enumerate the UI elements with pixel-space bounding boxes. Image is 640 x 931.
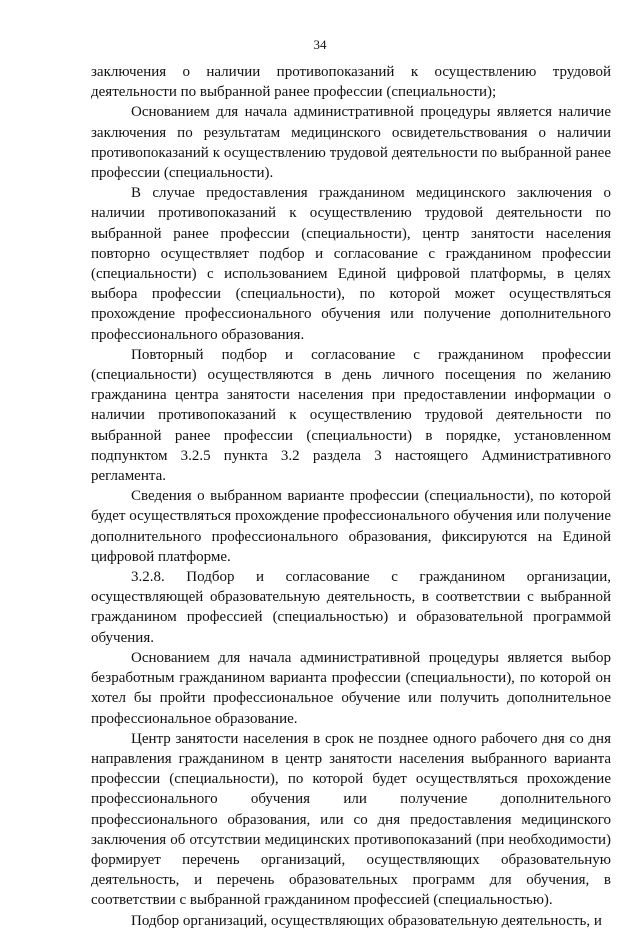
page-number: 34 xyxy=(313,37,327,52)
paragraph: Основанием для начала административной процедуры является выбор безработным гражданином варианта профессии (специальности), по которой он хотел бы пройти профессиональное обучение или получить дополнительное профессиональное образование. xyxy=(91,649,611,727)
paragraph-continued: заключения о наличии противопоказаний к осуществлению трудовой деятельности по выбранной ранее профессии (специальности); xyxy=(91,64,611,101)
paragraph: Повторный подбор и согласование с гражданином профессии (специальности) осуществляются в день личного посещения по желанию гражданина центра занятости населения при предоставлении информации о наличии противопоказаний к осуществлению трудовой деятельности по выбранной ранее профессии (специальности) в порядке, установленном подпунктом 3.2.5 пункта 3.2 раздела 3 настоящего Административного регламента. xyxy=(91,346,611,485)
document-body xyxy=(91,62,611,931)
paragraph-last: Подбор организаций, осуществляющих образовательную деятельность, и xyxy=(131,912,602,929)
paragraph: Центр занятости населения в срок не позднее одного рабочего дня со дня направления гражданином в центр занятости населения выбранного варианта профессии (специальности), по которой будет осуществляться прохождение профессионального обучения или получение дополнительного профессионального образования, или со дня предоставления медицинского заключения об отсутствии медицинских противопоказаний (при необходимости) формирует перечень организаций, осуществляющих образовательную деятельность, и перечень образовательных программ для обучения, в соответствии с выбранной гражданином профессией (специальностью). xyxy=(91,730,611,909)
paragraph: В случае предоставления гражданином медицинского заключения о наличии противопоказаний к осуществлению трудовой деятельности по выбранной ранее профессии (специальности), центр занятости населения повторно осуществляет подбор и согласование с гражданином профессии (специальности) с использованием Единой цифровой платформы, в целях выбора профессии (специальности), по которой может осуществляться прохождение профессионального обучения или получение дополнительного профессионального образования. xyxy=(91,185,611,343)
paragraph: Сведения о выбранном варианте профессии (специальности), по которой будет осуществляться прохождение профессионального обучения или получение дополнительного профессионального образования, фиксируются на Единой цифровой платформе. xyxy=(91,488,611,565)
paragraph-section-3-2-8: 3.2.8. Подбор и согласование с гражданином организации, осуществляющей образовательную деятельность, в соответствии с выбранной гражданином профессией (специальностью) и образовательной программой обучения. xyxy=(91,569,611,646)
paragraph: Основанием для начала административной процедуры является наличие заключения по результатам медицинского освидетельствования о наличии противопоказаний к осуществлению трудовой деятельности по выбранной ранее профессии (специальности). xyxy=(91,104,611,182)
